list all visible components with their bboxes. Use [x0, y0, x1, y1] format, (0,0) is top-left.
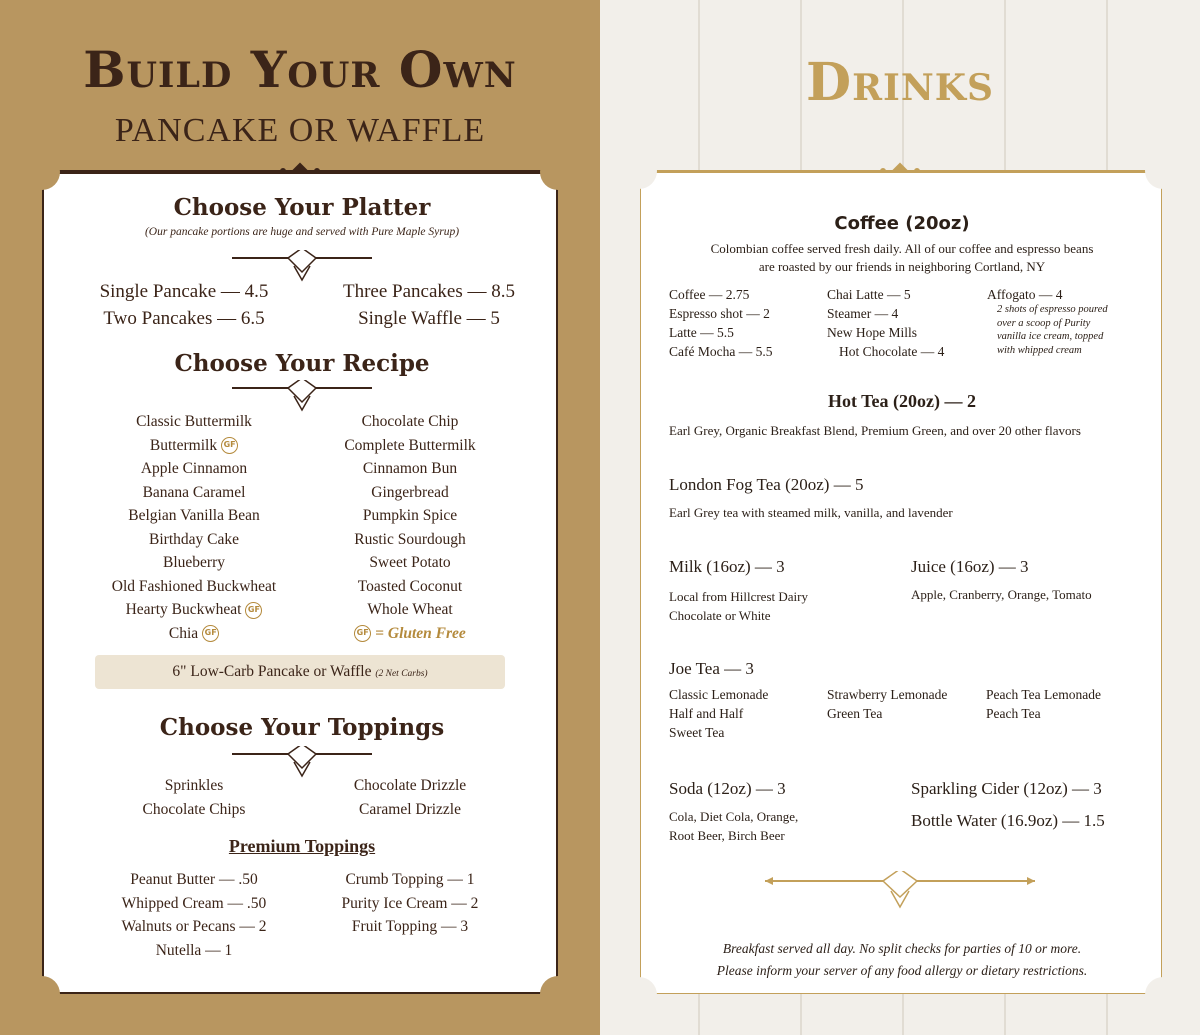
menu-subtitle: PANCAKE OR WAFFLE	[114, 112, 486, 149]
recipe-item: Hearty Buckwheat GF	[84, 598, 304, 622]
flourish-icon	[765, 871, 1035, 911]
milk-desc: Local from Hillcrest Dairy Chocolate or White	[669, 589, 808, 623]
platter-item: Three Pancakes — 8.5	[343, 281, 515, 302]
bottle-water-heading: Bottle Water (16.9oz) — 1.5	[911, 811, 1105, 830]
affogato-item: Affogato — 4	[987, 287, 1063, 302]
toppings-heading: Choose Your Toppings	[159, 714, 445, 741]
juice-desc: Apple, Cranberry, Orange, Tomato	[911, 587, 1092, 602]
coffee-item: Espresso shot — 2	[669, 306, 770, 321]
menu-card-right	[640, 172, 1162, 994]
premium-col-2	[300, 868, 520, 939]
soda-heading: Soda (12oz) — 3	[669, 779, 786, 798]
corner-notch	[621, 977, 657, 1013]
premium-item: Whipped Cream — .50	[121, 894, 267, 912]
coffee-item: Steamer — 4	[827, 306, 899, 321]
recipe-item: Whole Wheat	[367, 601, 453, 618]
london-fog-heading: London Fog Tea (20oz) — 5	[669, 475, 864, 494]
joe-tea-item: Peach Tea Lemonade	[986, 687, 1102, 702]
recipe-item: Rustic Sourdough	[354, 530, 466, 548]
menu-card-left	[42, 172, 558, 994]
corner-notch	[540, 976, 576, 1012]
premium-toppings-heading: Premium Toppings	[228, 836, 376, 856]
platter-note: (Our pancake portions are huge and served with Pure Maple Syrup)	[144, 226, 460, 238]
recipe-item: Chia GF	[84, 622, 304, 646]
joe-tea-item: Peach Tea	[986, 706, 1041, 721]
coffee-item: Hot Chocolate — 4	[839, 344, 945, 359]
recipe-heading: Choose Your Recipe	[174, 350, 430, 377]
corner-notch	[24, 154, 60, 190]
recipe-item: Sweet Potato	[369, 554, 451, 571]
gluten-free-icon: GF	[354, 625, 371, 642]
coffee-item: Chai Latte — 5	[827, 287, 911, 302]
joe-tea-col-1	[669, 685, 829, 742]
recipe-item: Pumpkin Spice	[362, 507, 458, 524]
topping-item: Sprinkles	[164, 777, 224, 794]
premium-item: Walnuts or Pecans — 2	[121, 918, 267, 935]
topping-item: Chocolate Drizzle	[353, 777, 467, 794]
corner-notch	[24, 976, 60, 1012]
coffee-col-1	[669, 285, 829, 361]
toppings-col-1	[84, 774, 304, 821]
coffee-item: Café Mocha — 5.5	[669, 344, 773, 359]
recipe-item: Blueberry	[163, 554, 225, 571]
platter-heading: Choose Your Platter	[173, 194, 431, 221]
platter-col-1	[84, 278, 284, 332]
platter-item: Single Pancake — 4.5	[99, 281, 269, 302]
premium-item: Peanut Butter — .50	[130, 871, 258, 888]
joe-tea-heading: Joe Tea — 3	[669, 659, 754, 678]
juice-heading: Juice (16oz) — 3	[911, 557, 1029, 576]
coffee-col-2	[827, 285, 987, 361]
platter-item: Two Pancakes — 6.5	[103, 308, 265, 329]
footer-note-1: Breakfast served all day. No split checks for parties of 10 or more.	[722, 941, 1082, 956]
premium-item: Purity Ice Cream — 2	[341, 894, 479, 912]
coffee-item: Latte — 5.5	[669, 325, 734, 340]
recipe-item: Toasted Coconut	[357, 577, 463, 595]
platter-col-2	[314, 278, 544, 332]
joe-tea-item: Sweet Tea	[669, 725, 725, 740]
drinks-panel	[600, 0, 1200, 1035]
recipe-item: Buttermilk GF	[84, 434, 304, 458]
gluten-free-icon: GF	[221, 437, 238, 454]
coffee-heading: Coffee (20oz)	[834, 213, 970, 234]
coffee-desc-1: Colombian coffee served fresh daily. All of our coffee and espresso beans	[710, 241, 1094, 256]
joe-tea-item: Strawberry Lemonade	[827, 687, 948, 702]
recipe-item: Complete Buttermilk	[344, 436, 476, 454]
hot-tea-heading: Hot Tea (20oz) — 2	[828, 391, 976, 411]
london-fog-desc: Earl Grey tea with steamed milk, vanilla, and lavender	[669, 505, 953, 520]
coffee-desc-2: are roasted by our friends in neighboring Cortland, NY	[758, 259, 1046, 274]
joe-tea-col-3	[986, 685, 1156, 723]
topping-item: Chocolate Chips	[142, 800, 246, 818]
flourish-icon	[232, 380, 372, 414]
recipe-item: Banana Caramel	[142, 483, 246, 501]
recipe-item: Classic Buttermilk	[136, 413, 252, 430]
corner-notch	[621, 153, 657, 189]
corner-notch	[1145, 977, 1181, 1013]
corner-notch	[540, 154, 576, 190]
gluten-free-icon: GF	[245, 602, 262, 619]
soda-desc: Cola, Diet Cola, Orange, Root Beer, Birch Beer	[669, 809, 799, 843]
gf-legend: GF = Gluten Free	[300, 622, 520, 646]
drinks-title: Drinks	[805, 52, 995, 113]
joe-tea-col-2	[827, 685, 987, 723]
recipe-item: Old Fashioned Buckwheat	[111, 577, 277, 595]
recipe-item: Belgian Vanilla Bean	[128, 507, 260, 524]
recipe-item: Birthday Cake	[149, 530, 239, 548]
premium-item: Crumb Topping — 1	[345, 871, 475, 888]
recipe-col-1	[84, 410, 304, 645]
platter-item: Single Waffle — 5	[358, 308, 500, 329]
recipe-item: Chocolate Chip	[361, 413, 459, 430]
corner-notch	[1145, 153, 1181, 189]
affogato-note: 2 shots of espresso poured over a scoop of Purity vanilla ice cream, topped with whipped cream	[997, 304, 1108, 356]
premium-item: Nutella — 1	[155, 941, 233, 959]
joe-tea-item: Classic Lemonade	[669, 687, 769, 702]
recipe-col-2	[300, 410, 520, 645]
lowcarb-banner: 6" Low-Carb Pancake or Waffle (2 Net Carbs)	[95, 655, 505, 689]
premium-col-1	[84, 868, 304, 962]
milk-heading: Milk (16oz) — 3	[669, 557, 785, 576]
sparkling-cider-heading: Sparkling Cider (12oz) — 3	[911, 779, 1102, 798]
gluten-free-icon: GF	[202, 625, 219, 642]
premium-item: Fruit Topping — 3	[351, 918, 469, 935]
joe-tea-item: Half and Half	[669, 706, 744, 721]
recipe-item: Apple Cinnamon	[140, 460, 248, 477]
joe-tea-item: Green Tea	[827, 706, 883, 721]
menu-title: Build Your Own	[83, 40, 517, 99]
hot-tea-desc: Earl Grey, Organic Breakfast Blend, Premium Green, and over 20 other flavors	[669, 423, 1081, 438]
toppings-col-2	[300, 774, 520, 821]
coffee-item: New Hope Mills	[827, 325, 917, 340]
coffee-item: Coffee — 2.75	[669, 287, 750, 302]
footer-note-2: Please inform your server of any food allergy or dietary restrictions.	[716, 963, 1088, 978]
recipe-item: Gingerbread	[371, 483, 449, 501]
recipe-item: Cinnamon Bun	[362, 460, 458, 477]
topping-item: Caramel Drizzle	[359, 800, 461, 818]
